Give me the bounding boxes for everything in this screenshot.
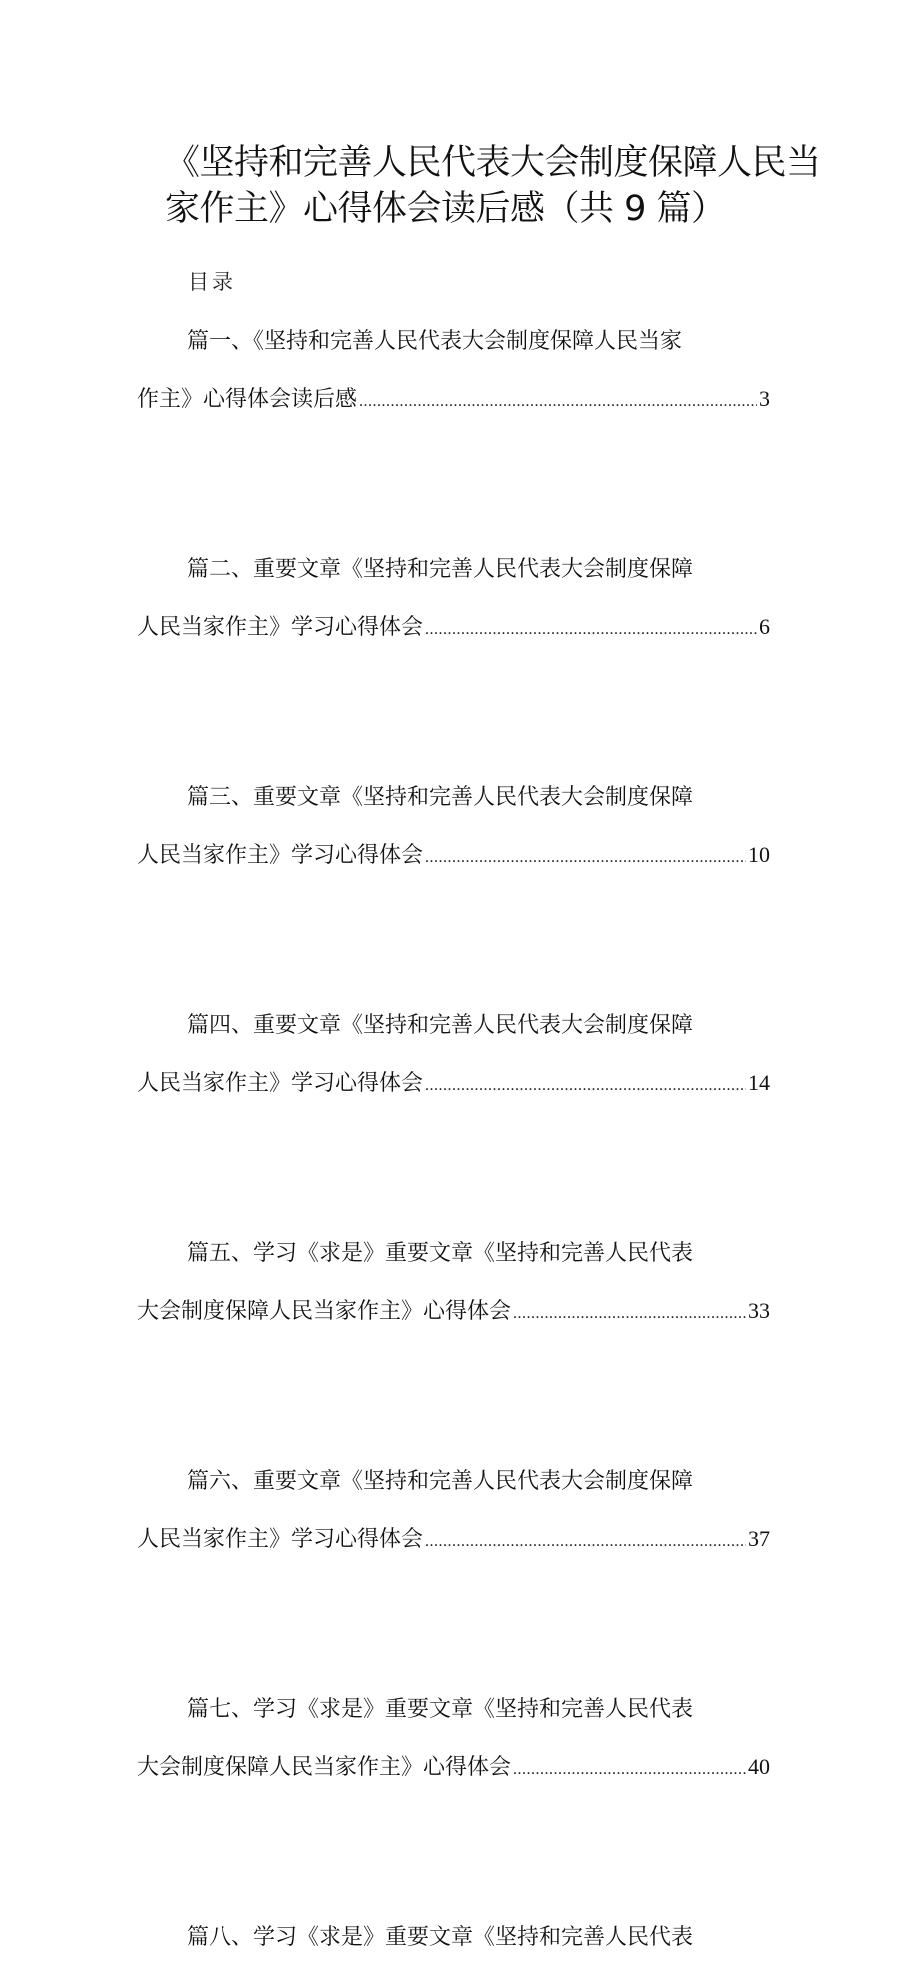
toc-entry-title-cont: 人民当家作主》学习心得体会	[137, 1527, 424, 1552]
table-of-contents	[0, 314, 920, 1970]
toc-entry-continuation	[137, 1291, 770, 1331]
toc-entry-title-cont: 作主》心得体会读后感	[137, 387, 358, 412]
toc-entry-title: 篇一、《坚持和完善人民代表大会制度保障人民当家	[187, 329, 683, 354]
toc-page-number: 6	[759, 614, 770, 639]
toc-entry-4[interactable]	[0, 998, 920, 1226]
toc-entry-continuation	[137, 1519, 770, 1559]
toc-leader-dots	[359, 382, 757, 422]
toc-entry-title: 篇六、重要文章《坚持和完善人民代表大会制度保障	[187, 1469, 694, 1494]
toc-entry-title: 篇八、学习《求是》重要文章《坚持和完善人民代表	[187, 1925, 694, 1950]
toc-page-number: 40	[748, 1754, 770, 1779]
toc-leader-dots	[425, 838, 746, 878]
toc-leader-dots	[425, 1066, 746, 1106]
toc-entry-title-cont: 人民当家作主》学习心得体会	[137, 1071, 424, 1096]
toc-entry-continuation	[137, 835, 770, 875]
toc-entry-title: 篇四、重要文章《坚持和完善人民代表大会制度保障	[187, 1013, 694, 1038]
toc-heading: 目录	[188, 270, 236, 294]
title-line-1: 《坚持和完善人民代表大会制度保障人民当	[165, 143, 821, 183]
toc-page-number: 33	[748, 1298, 770, 1323]
toc-page-number: 10	[748, 842, 770, 867]
toc-entry-title-cont: 人民当家作主》学习心得体会	[137, 843, 424, 868]
toc-entry-title: 篇二、重要文章《坚持和完善人民代表大会制度保障	[187, 557, 694, 582]
toc-entry-title-cont: 大会制度保障人民当家作主》心得体会	[137, 1755, 512, 1780]
toc-entry-continuation	[137, 1063, 770, 1103]
title-line-2: 家作主》心得体会读后感（共 9 篇）	[165, 189, 726, 229]
toc-leader-dots	[425, 1522, 746, 1562]
toc-entry-title-cont: 大会制度保障人民当家作主》心得体会	[137, 1299, 512, 1324]
toc-entry-continuation	[137, 607, 770, 647]
toc-page-number: 14	[748, 1070, 770, 1095]
toc-entry-8[interactable]	[0, 1910, 920, 1970]
toc-entry-continuation	[137, 379, 770, 419]
toc-entry-title: 篇五、学习《求是》重要文章《坚持和完善人民代表	[187, 1241, 694, 1266]
toc-entry-title: 篇三、重要文章《坚持和完善人民代表大会制度保障	[187, 785, 694, 810]
toc-entry-5[interactable]	[0, 1226, 920, 1454]
toc-entry-title: 篇七、学习《求是》重要文章《坚持和完善人民代表	[187, 1697, 694, 1722]
toc-page-number: 3	[759, 386, 770, 411]
toc-leader-dots	[425, 610, 757, 650]
toc-leader-dots	[513, 1294, 746, 1334]
toc-entry-1[interactable]	[0, 314, 920, 542]
toc-entry-title-cont: 人民当家作主》学习心得体会	[137, 615, 424, 640]
toc-entry-2[interactable]	[0, 542, 920, 770]
toc-entry-7[interactable]	[0, 1682, 920, 1910]
toc-entry-6[interactable]	[0, 1454, 920, 1682]
toc-leader-dots	[513, 1750, 746, 1790]
document-title	[165, 140, 821, 232]
toc-entry-continuation	[137, 1747, 770, 1787]
toc-entry-3[interactable]	[0, 770, 920, 998]
toc-page-number: 37	[748, 1526, 770, 1551]
